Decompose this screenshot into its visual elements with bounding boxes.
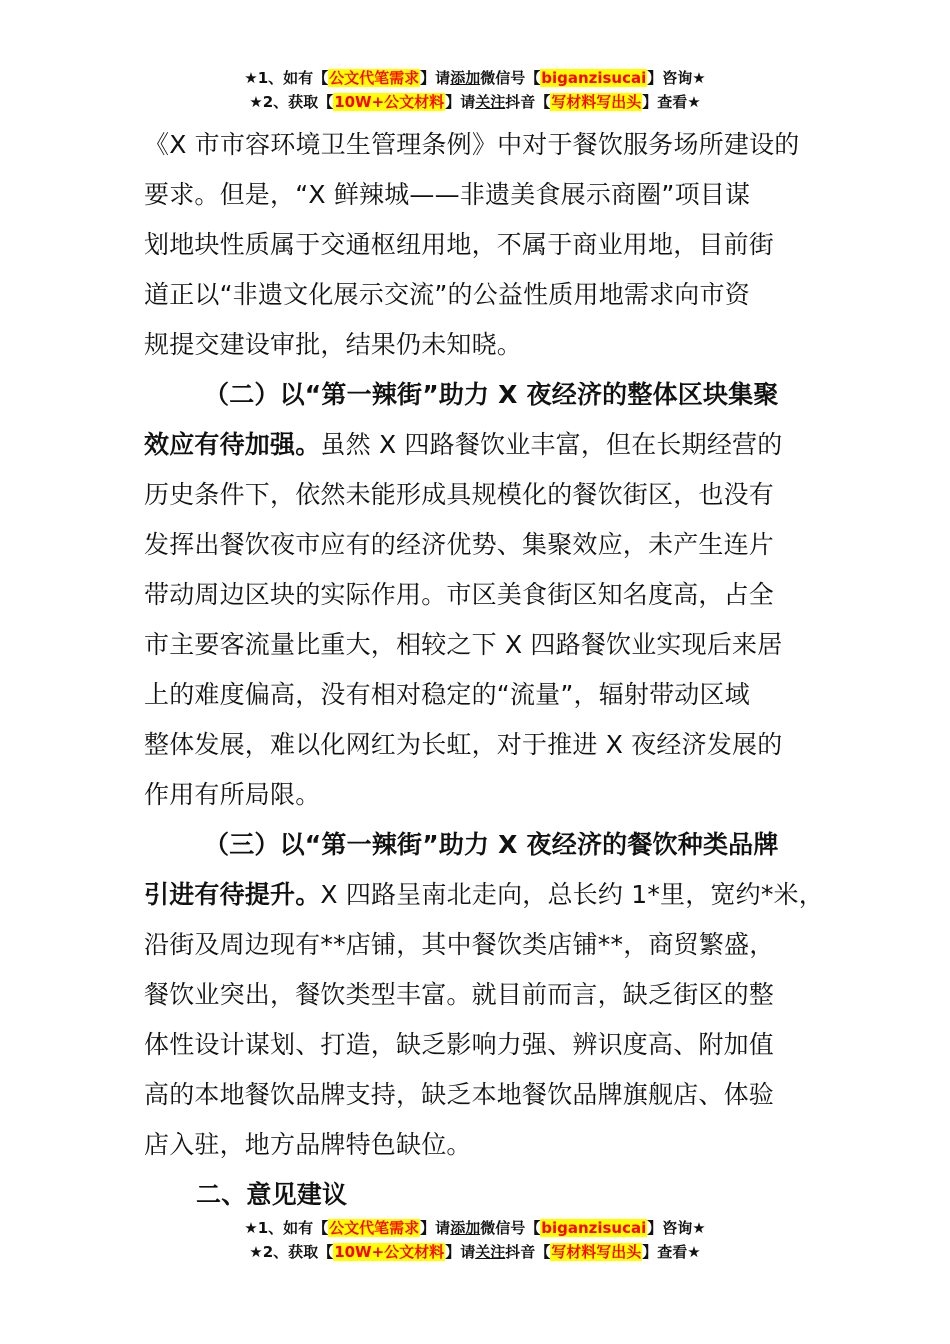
text-line: 上的难度偏高，没有相对稳定的“流量”，辐射带动区域	[144, 680, 750, 709]
banner-line-2: ★2、获取【10W+公文材料】请关注抖音【写材料写出头】查看★	[249, 1243, 701, 1261]
section-heading: （三）以“第一辣街”助力 X 夜经济的餐饮种类品牌	[204, 830, 779, 859]
paragraph-2	[144, 370, 834, 820]
text-line: 道正以“非遗文化展示交流”的公益性质用地需求向市资	[144, 280, 750, 309]
text-line: 《X 市市容环境卫生管理条例》中对于餐饮服务场所建设的	[144, 130, 800, 159]
text-line: 历史条件下，依然未能形成具规模化的餐饮街区，也没有	[144, 480, 775, 509]
text-line: 店入驻，地方品牌特色缺位。	[144, 1130, 472, 1159]
highlight-douyin: 写材料写出头	[551, 1243, 642, 1261]
text-line: 整体发展，难以化网红为长虹，对于推进 X 夜经济发展的	[144, 730, 783, 759]
highlight-douyin: 写材料写出头	[551, 93, 642, 111]
text-line: 市主要客流量比重大，相较之下 X 四路餐饮业实现后来居	[144, 630, 783, 659]
highlight-wechat-id: biganzisucai	[541, 1219, 647, 1237]
document-body	[144, 120, 834, 1220]
text-line: 沿街及周边现有**店铺，其中餐饮类店铺**，商贸繁盛，	[144, 930, 775, 959]
highlight-ghostwriting: 公文代笔需求	[329, 69, 420, 87]
paragraph-3	[144, 820, 834, 1170]
highlight-materials: 10W+公文材料	[334, 1243, 445, 1261]
highlight-wechat-id: biganzisucai	[541, 69, 647, 87]
highlight-ghostwriting: 公文代笔需求	[329, 1219, 420, 1237]
section-heading: （二）以“第一辣街”助力 X 夜经济的整体区块集聚	[204, 380, 779, 409]
paragraph-1	[144, 120, 834, 370]
text-line: 餐饮业突出，餐饮类型丰富。就目前而言，缺乏街区的整	[144, 980, 775, 1009]
bottom-banner	[0, 1216, 950, 1264]
text-line: 引进有待提升。X 四路呈南北走向，总长约 1*里，宽约*米，	[144, 880, 824, 909]
text-line: 带动周边区块的实际作用。市区美食街区知名度高，占全	[144, 580, 775, 609]
text-line: 发挥出餐饮夜市应有的经济优势、集聚效应，未产生连片	[144, 530, 775, 559]
text-line: 效应有待加强。虽然 X 四路餐饮业丰富，但在长期经营的	[144, 430, 783, 459]
text-line: 规提交建设审批，结果仍未知晓。	[144, 330, 523, 359]
banner-line-2: ★2、获取【10W+公文材料】请关注抖音【写材料写出头】查看★	[249, 93, 701, 111]
section-title: 二、意见建议	[196, 1180, 348, 1209]
highlight-materials: 10W+公文材料	[334, 93, 445, 111]
text-line: 体性设计谋划、打造，缺乏影响力强、辨识度高、附加值	[144, 1030, 775, 1059]
text-line: 划地块性质属于交通枢纽用地，不属于商业用地，目前街	[144, 230, 775, 259]
text-line: 高的本地餐饮品牌支持，缺乏本地餐饮品牌旗舰店、体验	[144, 1080, 775, 1109]
top-banner	[0, 66, 950, 114]
banner-line-1: ★1、如有【公文代笔需求】请添加微信号【biganzisucai】咨询★	[244, 1219, 706, 1237]
banner-line-1: ★1、如有【公文代笔需求】请添加微信号【biganzisucai】咨询★	[244, 69, 706, 87]
text-line: 要求。但是，“X 鲜辣城——非遗美食展示商圈”项目谋	[144, 180, 751, 209]
text-line: 作用有所局限。	[144, 780, 321, 809]
